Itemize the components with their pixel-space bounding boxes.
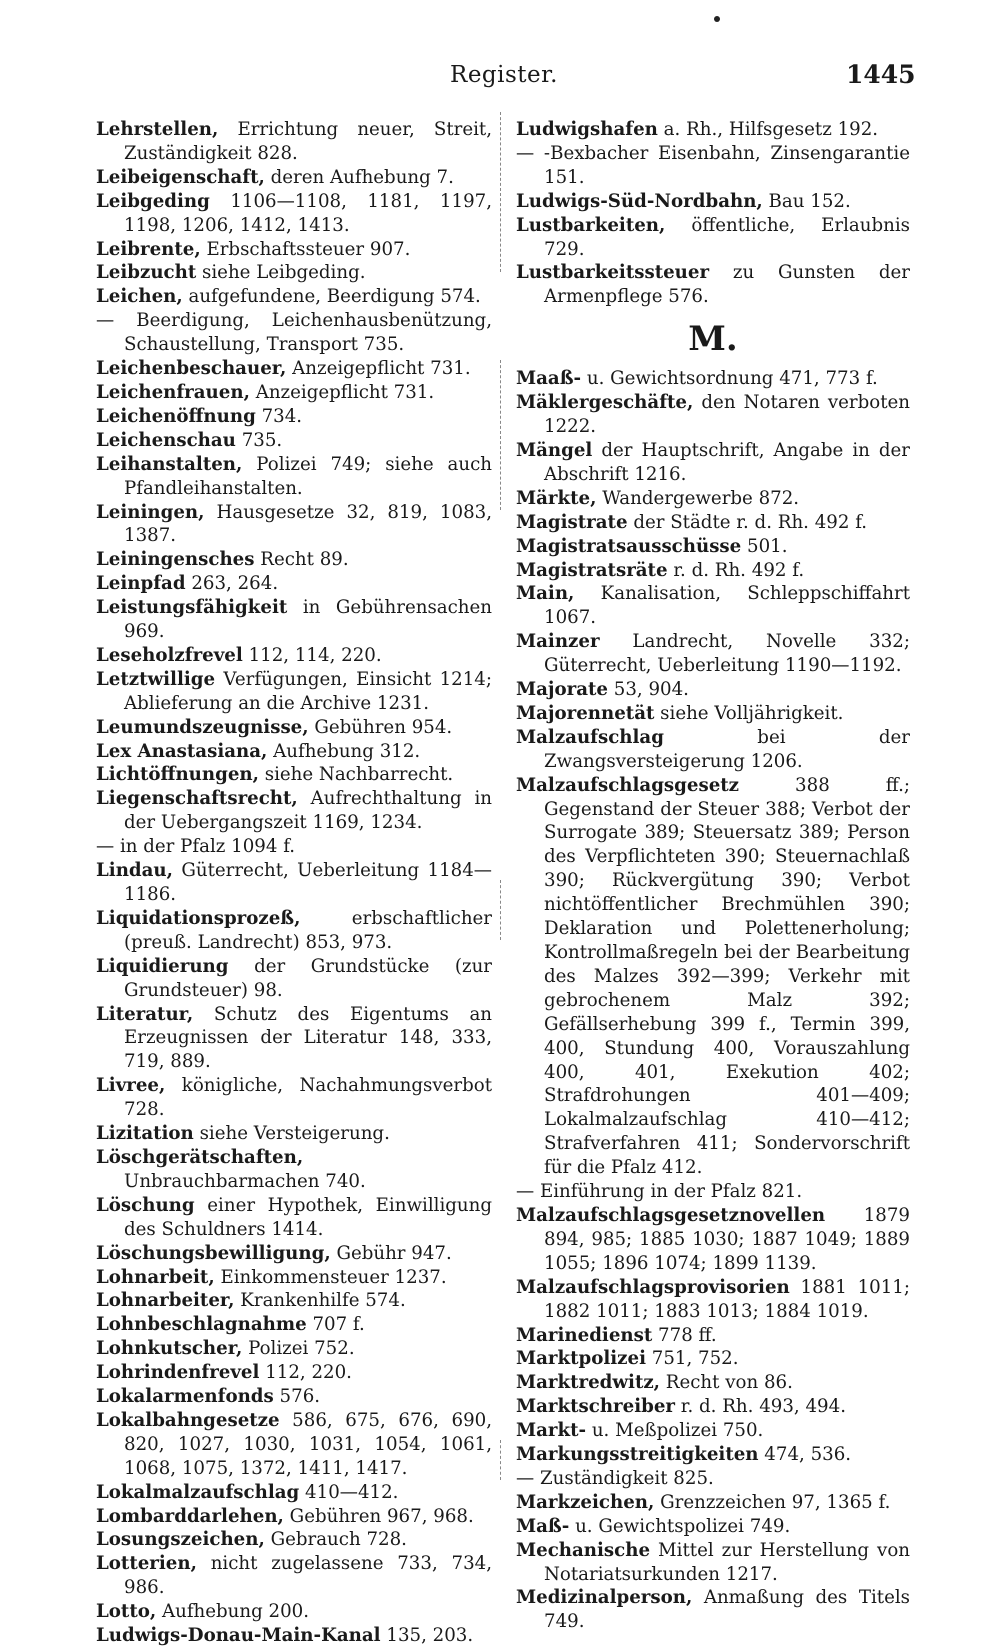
index-entry (96, 955, 492, 1003)
index-entry (516, 511, 910, 535)
index-keyword: Lohnarbeit, (96, 1266, 215, 1288)
index-reference: Güterrecht, Ueberleitung 1184—1186. (124, 860, 492, 905)
index-reference: 1881 1011; 1882 1011; 1883 1013; 1884 1019. (544, 1276, 910, 1322)
index-reference: Verfügungen, Einsicht 1214; Ablieferung an die Archive 1231. (124, 668, 492, 714)
index-keyword: Lehrstellen, (96, 119, 219, 140)
right-column-top (516, 118, 910, 309)
index-reference: 112, 114, 220. (242, 644, 382, 666)
index-reference: Kanalisation, Schleppschiffahrt 1067. (544, 583, 910, 629)
index-entry (96, 285, 492, 309)
index-entry (96, 644, 492, 668)
index-reference: Wandergewerbe 872. (596, 487, 800, 509)
index-reference: Anmaßung des Titels 749. (544, 1587, 910, 1633)
index-entry (96, 1361, 492, 1385)
index-reference: königliche, Nachahmungsverbot 728. (124, 1075, 492, 1121)
index-reference: der Grundstücke (zur Grundsteuer) 98. (124, 955, 492, 1001)
index-keyword: Mängel (516, 439, 593, 461)
page-number: 1445 (846, 60, 916, 89)
index-keyword: Lohrindenfrevel (96, 1362, 260, 1384)
index-keyword: Main, (516, 583, 575, 605)
index-keyword: Leichenöffnung (96, 405, 256, 427)
index-keyword: Leibeigenschaft, (96, 166, 265, 188)
index-keyword: Lohnarbeiter, (96, 1290, 235, 1312)
index-keyword: Lokalarmenfonds (96, 1386, 274, 1408)
index-entry (516, 190, 910, 214)
index-reference: siehe Nachbarrecht. (258, 764, 454, 786)
index-entry (96, 668, 492, 716)
column-divider (500, 1440, 501, 1480)
index-entry (516, 774, 910, 1180)
index-reference: — Beerdigung, Leichenhausbenützung, Schaustellung, Transport 735. (96, 310, 492, 356)
index-entry (516, 1539, 910, 1587)
index-entry (516, 391, 910, 439)
index-reference: — Einführung in der Pfalz 821. (516, 1181, 803, 1203)
index-entry (96, 405, 492, 429)
index-keyword: Marktschreiber (516, 1396, 675, 1418)
index-keyword: Maaß- (516, 368, 582, 390)
index-keyword: Mainzer (516, 631, 600, 653)
index-reference: Aufhebung 312. (267, 740, 421, 762)
index-reference: Gebühr 947. (330, 1242, 452, 1264)
index-entry (96, 501, 492, 549)
index-reference: 586, 675, 676, 690, 820, 1027, 1030, 1031, 1054, 1061, 1068, 1075, 1372, 1411, 1417. (124, 1409, 492, 1479)
index-reference: Polizei 749; siehe auch Pfandleihanstalten. (124, 453, 492, 499)
index-entry (516, 702, 910, 726)
index-entry (516, 367, 910, 391)
index-entry (96, 309, 492, 357)
index-reference: Polizei 752. (242, 1338, 355, 1360)
index-keyword: Mäklergeschäfte, (516, 392, 694, 414)
index-reference: 112, 220. (259, 1362, 352, 1384)
index-keyword: Markt- (516, 1420, 587, 1442)
index-keyword: Leiningen, (96, 501, 205, 523)
index-keyword: Marinedienst (516, 1324, 653, 1346)
index-entry (516, 487, 910, 511)
index-entry (516, 678, 910, 702)
index-reference: den Notaren verboten 1222. (544, 392, 910, 438)
index-entry (516, 261, 910, 309)
index-keyword: Malzaufschlag (516, 726, 664, 748)
index-entry (516, 1371, 910, 1395)
index-entry (96, 1122, 492, 1146)
index-reference: 410—412. (299, 1481, 399, 1503)
index-entry (96, 381, 492, 405)
index-entry (96, 1528, 492, 1552)
index-keyword: Markungsstreitigkeiten (516, 1444, 759, 1466)
index-entry (516, 1443, 910, 1467)
index-reference: 1106—1108, 1181, 1197, 1198, 1206, 1412, 1413. (124, 190, 492, 236)
index-reference: u. Gewichtsordnung 471, 773 f. (581, 368, 878, 390)
index-entry (516, 1180, 910, 1204)
index-keyword: Leichenfrauen, (96, 381, 250, 403)
index-entry (516, 142, 910, 190)
index-entry (96, 740, 492, 764)
index-keyword: Lokalbahngesetze (96, 1409, 280, 1431)
index-reference: siehe Volljährigkeit. (654, 702, 844, 724)
index-reference: 778 ff. (652, 1324, 717, 1346)
index-entry (96, 596, 492, 644)
index-reference: einer Hypothek, Einwilligung des Schuldners 1414. (124, 1194, 492, 1240)
column-divider (500, 880, 501, 940)
index-keyword: Lindau, (96, 860, 173, 882)
index-entry (96, 835, 492, 859)
index-keyword: Magistrate (516, 511, 628, 533)
index-keyword: Leibzucht (96, 262, 197, 284)
index-reference: Schutz des Eigentums an Erzeugnissen der Literatur 148, 333, 719, 889. (124, 1003, 492, 1073)
index-keyword: Liegenschaftsrecht, (96, 788, 298, 810)
index-keyword: Lichtöffnungen, (96, 764, 259, 786)
left-column (96, 118, 492, 1648)
index-entry (96, 548, 492, 572)
index-reference: 751, 752. (645, 1348, 739, 1370)
index-reference: Mittel zur Herstellung von Notariatsurkunden 1217. (544, 1539, 910, 1585)
index-entry (516, 1347, 910, 1371)
column-divider (500, 360, 501, 510)
index-reference: nicht zugelassene 733, 734, 986. (124, 1553, 492, 1599)
index-keyword: Marktpolizei (516, 1348, 646, 1370)
index-entry (96, 1146, 492, 1194)
index-keyword: Ludwigshafen (516, 119, 658, 140)
index-keyword: Lohnbeschlagnahme (96, 1314, 307, 1336)
index-keyword: Livree, (96, 1075, 166, 1097)
index-entry (96, 1313, 492, 1337)
index-entry (96, 1600, 492, 1624)
column-divider (500, 112, 501, 272)
index-entry (96, 190, 492, 238)
index-reference: u. Gewichtspolizei 749. (569, 1515, 791, 1537)
index-entry (96, 1481, 492, 1505)
index-entry (516, 1515, 910, 1539)
index-entry (96, 907, 492, 955)
index-keyword: Lustbarkeiten, (516, 214, 666, 236)
index-entry (516, 1204, 910, 1276)
index-entry (516, 582, 910, 630)
index-entry (96, 1266, 492, 1290)
index-entry (96, 238, 492, 262)
index-entry (516, 439, 910, 487)
index-reference: Recht 89. (254, 549, 349, 571)
index-reference: der Städte r. d. Rh. 492 f. (627, 511, 868, 533)
index-reference: r. d. Rh. 493, 494. (674, 1396, 846, 1418)
index-keyword: Lizitation (96, 1123, 194, 1145)
index-entry (96, 166, 492, 190)
index-keyword: Medizinalperson, (516, 1587, 693, 1609)
index-entry (516, 1586, 910, 1634)
index-reference: bei der Zwangsversteigerung 1206. (544, 726, 910, 772)
index-keyword: Leseholzfrevel (96, 644, 243, 666)
index-keyword: Malzaufschlagsprovisorien (516, 1276, 790, 1298)
index-reference: 735. (235, 429, 283, 451)
index-keyword: Magistratsräte (516, 559, 668, 581)
right-column-bottom (516, 367, 910, 1634)
index-reference: aufgefundene, Beerdigung 574. (182, 286, 481, 308)
index-reference: Gebühren 967, 968. (283, 1505, 474, 1527)
index-reference: Erbschaftssteuer 907. (200, 238, 411, 260)
index-entry (96, 118, 492, 166)
index-entry (96, 357, 492, 381)
index-keyword: Leiningensches (96, 549, 255, 571)
index-entry (96, 716, 492, 740)
index-reference: zu Gunsten der Armenpflege 576. (544, 262, 910, 308)
index-entry (96, 1385, 492, 1409)
index-keyword: Mechanische (516, 1539, 651, 1561)
index-keyword: Löschung (96, 1194, 195, 1216)
index-reference: 734. (255, 405, 303, 427)
index-keyword: Märkte, (516, 487, 597, 509)
index-reference: Krankenhilfe 574. (234, 1290, 406, 1312)
index-reference: — in der Pfalz 1094 f. (96, 836, 296, 858)
index-reference: 576. (273, 1386, 321, 1408)
index-keyword: Malzaufschlagsgesetz (516, 774, 740, 796)
index-entry (96, 1242, 492, 1266)
index-keyword: Leihanstalten, (96, 453, 243, 475)
index-entry (96, 1552, 492, 1600)
index-reference: Gebühren 954. (308, 716, 453, 738)
index-keyword: Magistratsausschüsse (516, 535, 742, 557)
index-reference: r. d. Rh. 492 f. (667, 559, 805, 581)
index-keyword: Lokalmalzaufschlag (96, 1481, 300, 1503)
index-reference: Recht von 86. (660, 1372, 793, 1394)
right-column (516, 118, 910, 1634)
index-entry (516, 726, 910, 774)
index-keyword: Maß- (516, 1515, 570, 1537)
index-reference: 501. (741, 535, 788, 557)
index-keyword: Liquidierung (96, 955, 229, 977)
index-reference: Anzeigepflicht 731. (249, 381, 435, 403)
index-keyword: Leistungsfähigkeit (96, 597, 288, 619)
index-keyword: Liquidationsprozeß, (96, 907, 301, 929)
index-reference: 135, 203. (380, 1625, 474, 1647)
index-keyword: Löschgerätschaften, (96, 1146, 304, 1168)
index-reference: 53, 904. (607, 679, 689, 701)
index-keyword: Leibrente, (96, 238, 201, 260)
index-reference: Anzeigepflicht 731. (286, 358, 471, 380)
index-keyword: Marktredwitz, (516, 1372, 660, 1394)
index-entry (96, 1505, 492, 1529)
index-keyword: Letztwillige (96, 668, 216, 690)
index-reference: 1879 894, 985; 1885 1030; 1887 1049; 1889 1055; 1896 1074; 1899 1139. (544, 1204, 910, 1274)
index-reference: deren Aufhebung 7. (264, 166, 454, 188)
index-reference: a. Rh., Hilfsgesetz 192. (657, 119, 879, 140)
index-reference: siehe Versteigerung. (193, 1123, 390, 1145)
index-entry (96, 1337, 492, 1361)
index-entry (96, 453, 492, 501)
index-reference: Landrecht, Novelle 332; Güterrecht, Ueberleitung 1190—1192. (544, 631, 910, 677)
index-keyword: Ludwigs-Donau-Main-Kanal (96, 1625, 381, 1647)
index-reference: Aufrechthaltung in der Uebergangszeit 1169, 1234. (124, 788, 492, 834)
index-reference: — Zuständigkeit 825. (516, 1467, 714, 1489)
index-keyword: Löschungsbewilligung, (96, 1242, 331, 1264)
index-keyword: Majorate (516, 679, 608, 701)
index-entry (516, 559, 910, 583)
index-reference: erbschaftlicher (preuß. Landrecht) 853, 973. (124, 907, 492, 953)
index-entry (516, 118, 910, 142)
index-entry (516, 1276, 910, 1324)
index-keyword: Leinpfad (96, 573, 186, 595)
index-keyword: Lustbarkeitssteuer (516, 262, 710, 284)
index-reference: 474, 536. (758, 1444, 852, 1466)
print-speck (714, 16, 720, 22)
index-keyword: Lotterien, (96, 1553, 197, 1575)
index-keyword: Leichen, (96, 286, 183, 308)
index-keyword: Lotto, (96, 1601, 157, 1623)
index-entry (96, 1194, 492, 1242)
index-entry (516, 1467, 910, 1491)
index-keyword: Leichenschau (96, 429, 236, 451)
index-reference: Grenzzeichen 97, 1365 f. (654, 1491, 891, 1513)
index-reference: — -Bexbacher Eisenbahn, Zinsengarantie 151. (516, 142, 910, 188)
index-entry (96, 787, 492, 835)
index-entry (516, 214, 910, 262)
index-keyword: Leumundszeugnisse, (96, 716, 309, 738)
index-reference: Errichtung neuer, Streit, Zuständigkeit 828. (124, 119, 492, 164)
index-keyword: Losungszeichen, (96, 1529, 265, 1551)
index-keyword: Lohnkutscher, (96, 1338, 243, 1360)
index-keyword: Malzaufschlagsgesetznovellen (516, 1204, 826, 1226)
index-keyword: Leibgeding (96, 190, 210, 212)
index-reference: Unbrauchbarmachen 740. (124, 1170, 366, 1192)
index-keyword: Lex Anastasiana, (96, 740, 268, 762)
index-keyword: Ludwigs-Süd-Nordbahn, (516, 190, 763, 212)
index-keyword: Markzeichen, (516, 1491, 655, 1513)
index-reference: 263, 264. (185, 573, 279, 595)
index-entry (96, 1074, 492, 1122)
index-reference: Aufhebung 200. (156, 1601, 310, 1623)
index-reference: u. Meßpolizei 750. (586, 1420, 764, 1442)
index-entry (96, 763, 492, 787)
index-reference: Gebrauch 728. (264, 1529, 407, 1551)
index-reference: siehe Leibgeding. (196, 262, 366, 284)
index-entry (96, 429, 492, 453)
index-reference: in Gebührensachen 969. (124, 597, 492, 643)
index-entry (96, 1289, 492, 1313)
index-entry (96, 261, 492, 285)
index-reference: 388 ff.; Gegenstand der Steuer 388; Verbot der Surrogate 389; Steuersatz 389; Person des Verpflichteten 390; Steuernachlaß 390; Rückvergütung 390; Verbot nichtöffentlicher Brechmühlen 390; Deklaration und Polettenerholung; Kontrollmaßregeln bei der Bearbeitung des Malzes 392—399; Verkehr mit gebrochenem Malz 392; Gefällserhebung 399 f., Termin 399, 400, Stundung 400, Vorauszahlung 400, 401, Exekution 402; Strafdrohungen 401—409; Lokalmalzaufschlag 410—412; Strafverfahren 411; Sondervorschrift für die Pfalz 412. (544, 774, 910, 1179)
index-keyword: Literatur, (96, 1003, 194, 1025)
index-keyword: Majorennetät (516, 702, 655, 724)
index-reference: Hausgesetze 32, 819, 1083, 1387. (124, 501, 492, 547)
index-entry (516, 1395, 910, 1419)
index-reference: Einkommensteuer 1237. (214, 1266, 447, 1288)
index-entry (96, 859, 492, 907)
index-reference: Bau 152. (762, 190, 851, 212)
index-entry (96, 572, 492, 596)
index-entry (96, 1003, 492, 1075)
index-entry (96, 1409, 492, 1481)
section-letter-heading: M. (688, 319, 738, 360)
index-reference: der Hauptschrift, Angabe in der Abschrift 1216. (544, 439, 910, 485)
index-entry (96, 1624, 492, 1648)
index-entry (516, 630, 910, 678)
index-entry (516, 1419, 910, 1443)
index-entry (516, 1491, 910, 1515)
index-entry (516, 1324, 910, 1348)
index-entry (516, 535, 910, 559)
index-reference: 707 f. (306, 1314, 365, 1336)
running-header-title: Register. (450, 62, 558, 88)
index-reference: öffentliche, Erlaubnis 729. (544, 214, 910, 260)
index-keyword: Lombarddarlehen, (96, 1505, 284, 1527)
index-keyword: Leichenbeschauer, (96, 358, 287, 380)
